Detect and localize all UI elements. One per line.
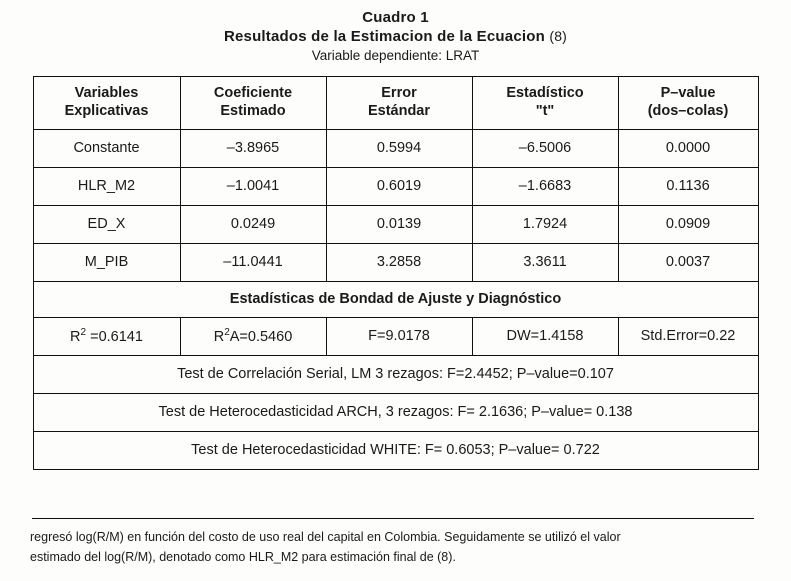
page-title: Cuadro 1 xyxy=(362,9,429,26)
row-t-statistic: 1.7924 xyxy=(472,205,618,243)
section-title: Estadísticas de Bondad de Ajuste y Diagnóstico xyxy=(33,281,758,317)
subtitle-text: Resultados de la Estimacion de la Ecuacion xyxy=(223,28,545,46)
table-row xyxy=(33,129,758,167)
footer-line-1: regresó log(R/M) en función del costo de uso real del capital en Colombia. Seguidamente se utilizó el valor xyxy=(30,530,621,545)
results-table xyxy=(33,76,759,470)
column-header-estadistico: Estadístico "t" xyxy=(472,76,618,129)
column-header-coeficiente: Coeficiente Estimado xyxy=(180,76,326,129)
row-p-value: 0.0037 xyxy=(618,243,758,281)
test-serial-correlation: Test de Correlación Serial, LM 3 rezagos: F=2.4452; P–value=0.107 xyxy=(33,355,758,393)
stat-r-squared: $R^2 =0.6141$ xyxy=(33,317,180,355)
equation-number: (8) xyxy=(549,28,568,45)
footer-divider xyxy=(32,518,754,519)
subtitle xyxy=(30,27,761,46)
table-row xyxy=(33,167,758,205)
row-std-error: 3.2858 xyxy=(326,243,472,281)
table-row xyxy=(33,205,758,243)
row-p-value: 0.0909 xyxy=(618,205,758,243)
row-std-error: 0.0139 xyxy=(326,205,472,243)
stat-f-statistic: F=9.0178 xyxy=(326,317,472,355)
column-header-variables: Variables Explicativas xyxy=(33,76,180,129)
test-row xyxy=(33,431,758,469)
stat-adjusted-r-squared: $R^2A=0.5460$ xyxy=(180,317,326,355)
column-header-pvalue: P–value (dos–colas) xyxy=(618,76,758,129)
statistics-row xyxy=(33,317,758,355)
footer-note xyxy=(30,518,761,567)
footer-line-2: estimado del log(R/M), denotado como HLR_M2 para estimación final de (8). xyxy=(30,549,456,564)
table-row xyxy=(33,243,758,281)
row-p-value: 0.1136 xyxy=(618,167,758,205)
test-white-heteroscedasticity: Test de Heterocedasticidad WHITE: F= 0.6053; P–value= 0.722 xyxy=(33,431,758,469)
row-coefficient: –11.0441 xyxy=(180,243,326,281)
stat-durbin-watson: DW=1.4158 xyxy=(472,317,618,355)
row-t-statistic: 3.3611 xyxy=(472,243,618,281)
row-coefficient: –1.0041 xyxy=(180,167,326,205)
row-coefficient: 0.0249 xyxy=(180,205,326,243)
row-variable-name: ED_X xyxy=(33,205,180,243)
row-t-statistic: –6.5006 xyxy=(472,129,618,167)
title-block xyxy=(30,8,761,65)
row-std-error: 0.5994 xyxy=(326,129,472,167)
column-header-error: Error Estándar xyxy=(326,76,472,129)
row-variable-name: Constante xyxy=(33,129,180,167)
row-variable-name: HLR_M2 xyxy=(33,167,180,205)
row-std-error: 0.6019 xyxy=(326,167,472,205)
test-row xyxy=(33,355,758,393)
test-arch-heteroscedasticity: Test de Heterocedasticidad ARCH, 3 rezagos: F= 2.1636; P–value= 0.138 xyxy=(33,393,758,431)
section-header-row xyxy=(33,281,758,317)
row-coefficient: –3.8965 xyxy=(180,129,326,167)
row-variable-name: M_PIB xyxy=(33,243,180,281)
test-row xyxy=(33,393,758,431)
row-t-statistic: –1.6683 xyxy=(472,167,618,205)
row-p-value: 0.0000 xyxy=(618,129,758,167)
stat-standard-error: Std.Error=0.22 xyxy=(618,317,758,355)
dependent-variable-label: Variable dependiente: LRAT xyxy=(311,48,480,64)
table-header-row xyxy=(33,76,758,129)
